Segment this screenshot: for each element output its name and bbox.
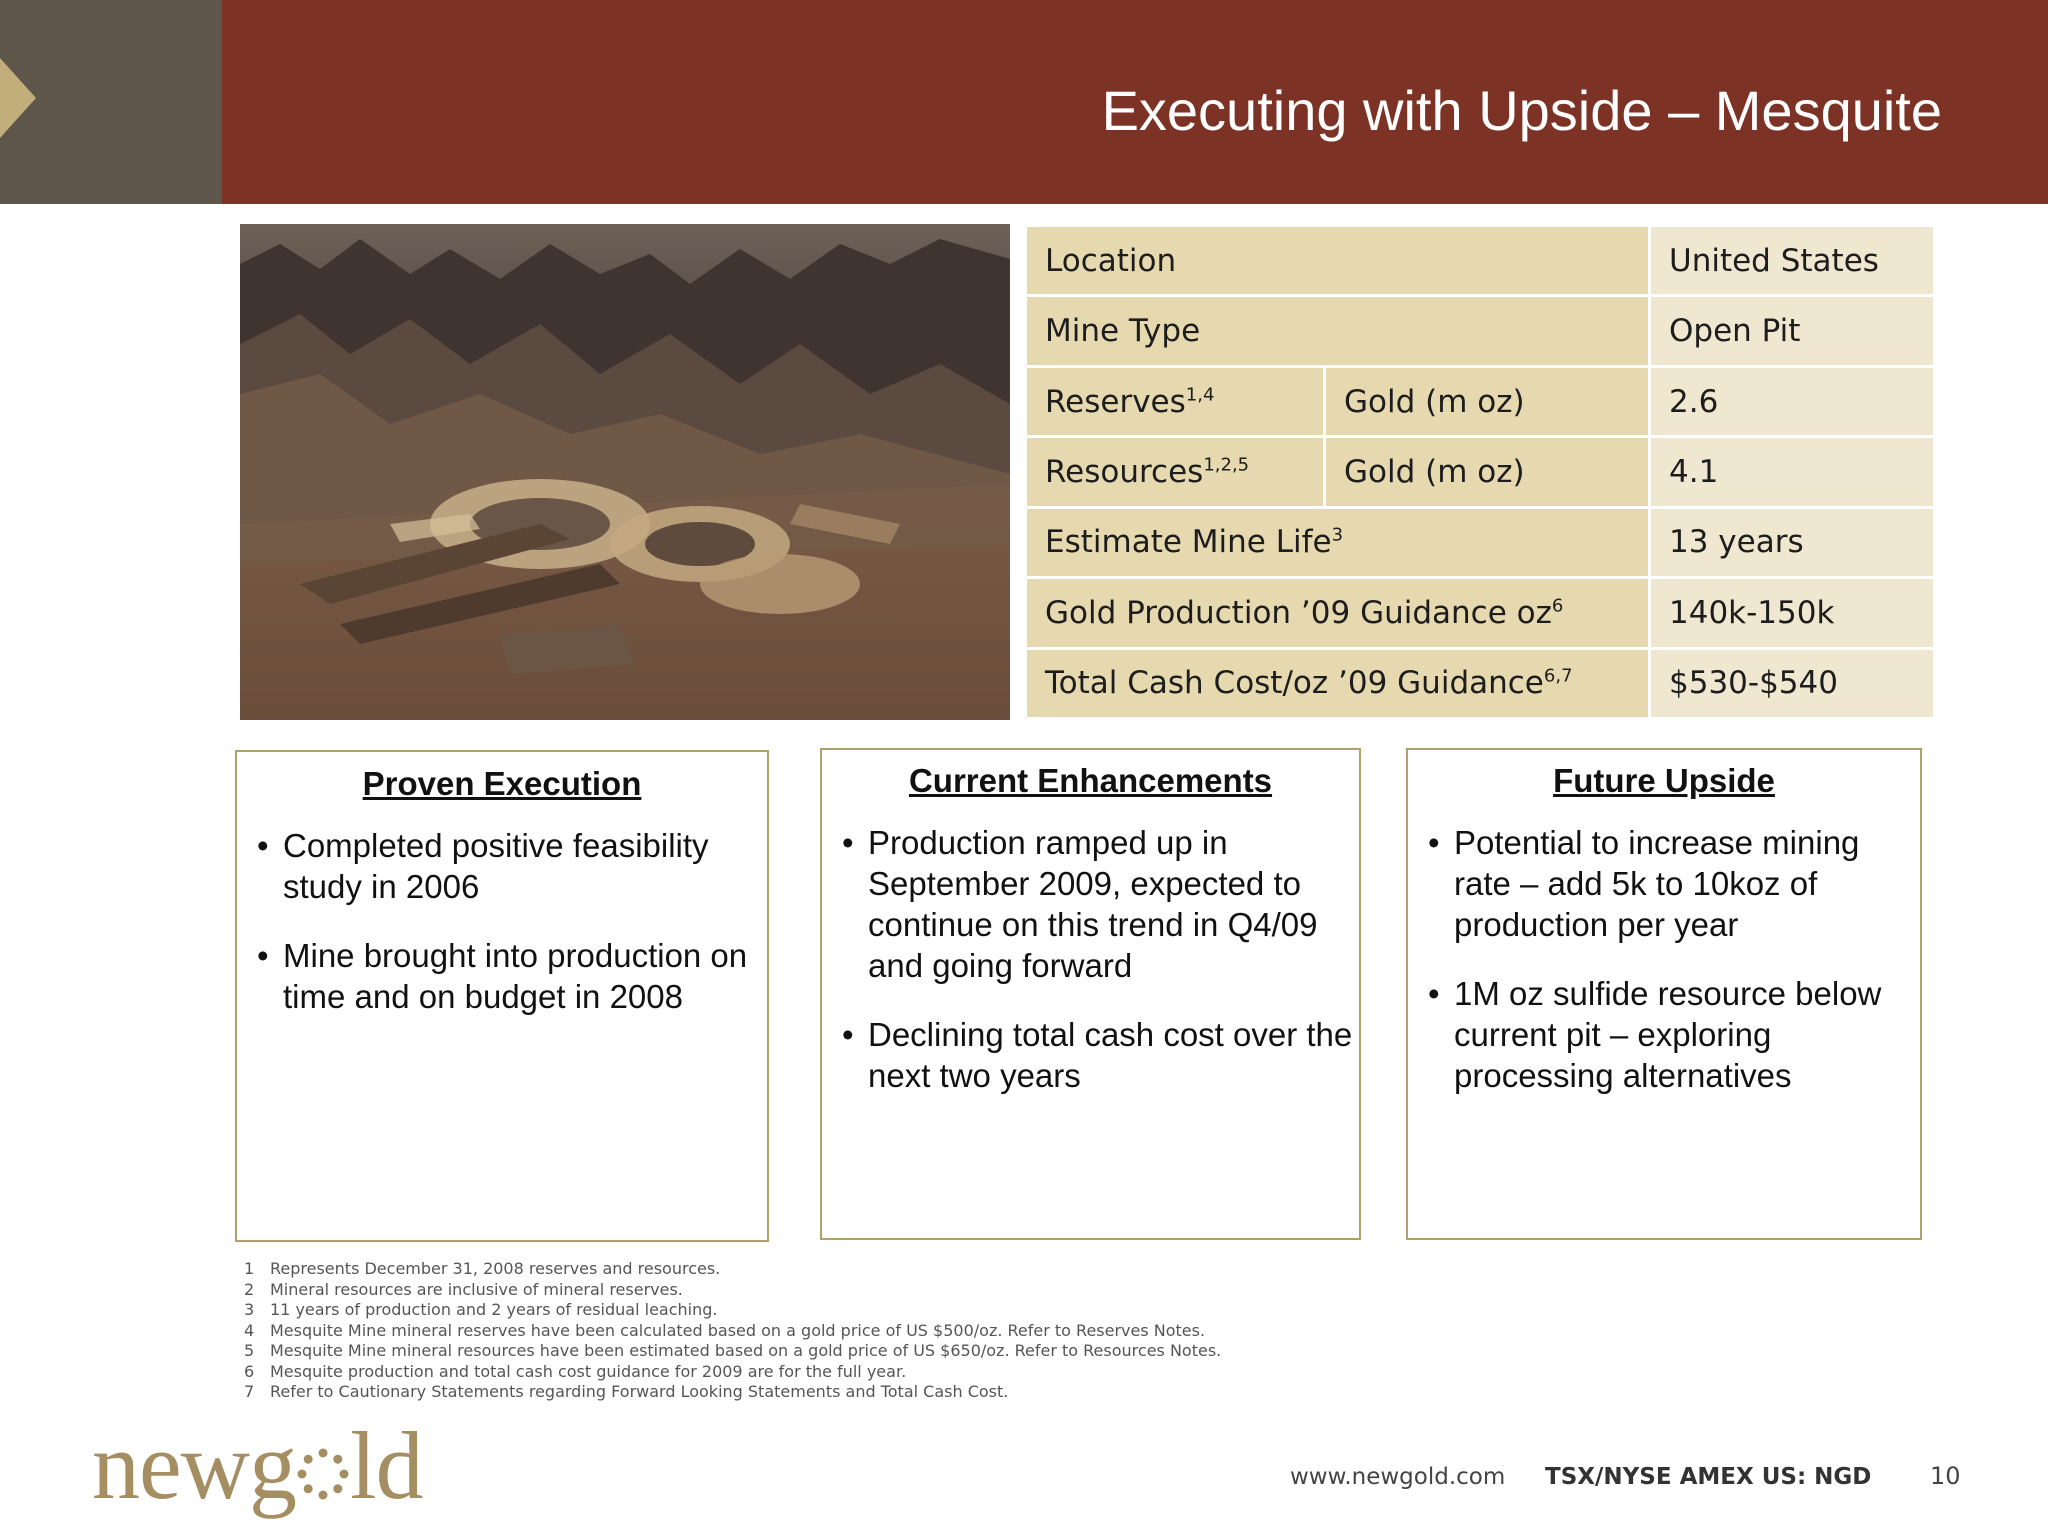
gear-o-icon [297,1412,349,1464]
resources-label [1027,438,1323,505]
list-item: • Production ramped up in September 2009, expected to continue on this trend in Q4/09 and going forward [822,822,1359,986]
stock-ticker: TSX/NYSE AMEX US: NGD [1545,1464,1872,1490]
footnote [244,1362,1444,1383]
footnote-number: 7 [244,1382,255,1401]
triangle-arrow-icon [0,58,36,138]
reserves-value: 2.6 [1651,368,1933,435]
footnote [244,1341,1444,1362]
future-upside-list [1408,822,1920,1096]
reserves-label [1027,368,1323,435]
page-number: 10 [1930,1462,1961,1490]
cash-cost-label-text: Total Cash Cost/oz ’09 Guidance [1045,665,1544,702]
website-link[interactable]: www.newgold.com [1290,1464,1506,1490]
footnotes [244,1259,1444,1403]
reserves-footnote-ref: 1,4 [1185,384,1215,406]
table-row [1027,438,1933,505]
reserves-label-text: Reserves [1045,383,1186,420]
mine-type-value: Open Pit [1651,297,1933,364]
mine-facts-table [1024,224,1936,720]
proven-execution-title: Proven Execution [362,765,642,802]
footnote [244,1382,1444,1403]
table-row [1027,297,1933,364]
proven-execution-list [237,825,767,1017]
current-enhancements-title: Current Enhancements [908,762,1273,799]
production-footnote-ref: 6 [1551,595,1564,617]
footnote-number: 4 [244,1320,255,1340]
table-row [1027,227,1933,294]
table-row [1027,579,1933,646]
list-item: • Declining total cash cost over the next two years [822,1014,1359,1096]
footnote-number: 6 [244,1361,255,1381]
footnote-number: 2 [244,1279,255,1299]
footnote [244,1259,1444,1280]
mine-photo [240,224,1010,720]
resources-footnote-ref: 1,2,5 [1203,454,1250,476]
proven-execution-box [235,750,769,1242]
resources-value: 4.1 [1651,438,1933,505]
footnote [244,1300,1444,1321]
production-value: 140k-150k [1651,579,1933,646]
footnote [244,1280,1444,1301]
mine-life-label-text: Estimate Mine Life [1045,524,1332,561]
table-row [1027,650,1933,717]
resources-label-text: Resources [1045,453,1204,490]
cash-cost-value: $530-$540 [1651,650,1933,717]
production-label-text: Gold Production ’09 Guidance oz [1045,594,1552,631]
cash-cost-label [1027,650,1648,717]
table-row [1027,509,1933,576]
footnote-text: Mesquite Mine mineral resources have been estimated based on a gold price of US $650/oz. Refer to Resources Notes. [270,1341,1222,1360]
list-item: • Potential to increase mining rate – add 5k to 10koz of production per year [1408,822,1920,945]
footnote-text: Mesquite production and total cash cost guidance for 2009 are for the full year. [270,1361,907,1381]
list-item: • 1M oz sulfide resource below current pit – exploring processing alternatives [1408,973,1920,1096]
header-side-panel [0,0,222,204]
current-enhancements-box [820,748,1361,1240]
footnote-text: Refer to Cautionary Statements regarding Forward Looking Statements and Total Cash Cost. [270,1382,1009,1401]
footnote-text: Mineral resources are inclusive of mineral reserves. [270,1279,683,1299]
footnote-number: 5 [244,1341,255,1360]
list-item: • Mine brought into production on time and on budget in 2008 [237,935,767,1017]
footnote-number: 1 [244,1259,255,1278]
location-value: United States [1651,227,1933,294]
slide-title: Executing with Upside – Mesquite [1101,79,1942,142]
mine-type-label: Mine Type [1027,297,1648,364]
mine-life-value: 13 years [1651,509,1933,576]
footnote-number: 3 [244,1300,255,1319]
mine-life-footnote-ref: 3 [1331,525,1344,547]
future-upside-box [1406,748,1922,1240]
cash-cost-footnote-ref: 6,7 [1543,665,1573,687]
newgold-logo [92,1410,423,1521]
location-label: Location [1027,227,1648,294]
list-item: • Completed positive feasibility study in 2006 [237,825,767,907]
footnote [244,1321,1444,1342]
future-upside-title: Future Upside [1553,762,1775,799]
logo-text-suffix: ld [349,1412,423,1519]
production-label [1027,579,1648,646]
mine-life-label [1027,509,1648,576]
logo-text-prefix: newg [92,1412,296,1519]
footnote-text: 11 years of production and 2 years of residual leaching. [270,1300,718,1319]
header-bar [222,0,2048,204]
reserves-unit: Gold (m oz) [1326,368,1648,435]
footnote-text: Represents December 31, 2008 reserves and resources. [270,1259,721,1278]
footnote-text: Mesquite Mine mineral reserves have been calculated based on a gold price of US $500/oz. Refer to Reserves Notes. [270,1320,1206,1340]
table-row [1027,368,1933,435]
current-enhancements-list [822,822,1359,1096]
resources-unit: Gold (m oz) [1326,438,1648,505]
